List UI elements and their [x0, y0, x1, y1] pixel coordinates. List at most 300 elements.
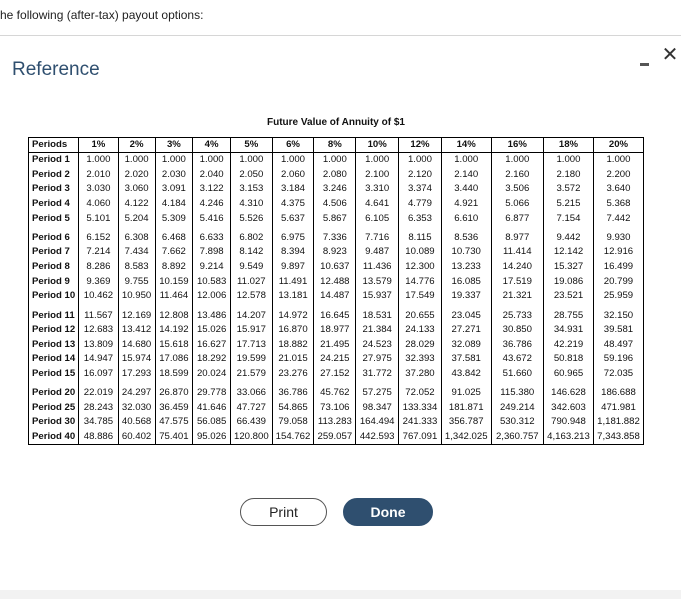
- background-prompt-text: he following (after-tax) payout options:: [0, 8, 204, 22]
- table-cell: 98.347: [356, 400, 399, 415]
- table-cell: 36.786: [491, 337, 543, 352]
- table-cell: 5.526: [230, 211, 272, 226]
- table-cell: 41.646: [193, 400, 231, 415]
- table-cell: 3.060: [118, 182, 155, 197]
- table-cell: 18.599: [155, 367, 193, 382]
- table-cell: 1.000: [155, 153, 193, 168]
- table-cell: 33.066: [230, 381, 272, 400]
- table-cell: 3.246: [314, 182, 356, 197]
- table-cell: 21.384: [356, 323, 399, 338]
- table-cell: 8.394: [272, 245, 314, 260]
- table-cell: 12.488: [314, 274, 356, 289]
- table-row: [29, 337, 644, 352]
- table-cell: 43.842: [441, 367, 491, 382]
- period-label: Period 3: [29, 182, 79, 197]
- table-cell: 19.599: [230, 352, 272, 367]
- table-cell: 11.027: [230, 274, 272, 289]
- table-cell: 12.578: [230, 289, 272, 304]
- table-cell: 4.375: [272, 197, 314, 212]
- table-cell: 13.181: [272, 289, 314, 304]
- table-cell: 27.271: [441, 323, 491, 338]
- table-cell: 16.870: [272, 323, 314, 338]
- table-cell: 4.779: [399, 197, 442, 212]
- table-cell: 1.000: [230, 153, 272, 168]
- table-cell: 4.310: [230, 197, 272, 212]
- table-cell: 12.683: [79, 323, 118, 338]
- reference-table-container: [28, 114, 644, 445]
- table-cell: 3.184: [272, 182, 314, 197]
- table-cell: 48.886: [79, 430, 118, 445]
- table-cell: 5.204: [118, 211, 155, 226]
- table-cell: 8.142: [230, 245, 272, 260]
- table-cell: 6.802: [230, 226, 272, 245]
- table-cell: 8.115: [399, 226, 442, 245]
- table-cell: 12.300: [399, 260, 442, 275]
- table-cell: 8.892: [155, 260, 193, 275]
- table-cell: 3.374: [399, 182, 442, 197]
- table-cell: 3.122: [193, 182, 231, 197]
- period-label: Period 14: [29, 352, 79, 367]
- table-cell: 4.184: [155, 197, 193, 212]
- table-cell: 6.353: [399, 211, 442, 226]
- print-button[interactable]: Print: [240, 498, 327, 526]
- table-cell: 10.462: [79, 289, 118, 304]
- table-cell: 1.000: [356, 153, 399, 168]
- table-cell: 2.080: [314, 167, 356, 182]
- table-cell: 790.948: [544, 415, 594, 430]
- table-cell: 9.487: [356, 245, 399, 260]
- rate-header: 10%: [356, 138, 399, 153]
- table-cell: 5.309: [155, 211, 193, 226]
- table-cell: 51.660: [491, 367, 543, 382]
- minimize-icon[interactable]: [637, 56, 653, 72]
- table-cell: 11.414: [491, 245, 543, 260]
- done-button[interactable]: Done: [343, 498, 433, 526]
- table-cell: 6.308: [118, 226, 155, 245]
- table-cell: 10.583: [193, 274, 231, 289]
- period-label: Period 11: [29, 304, 79, 323]
- table-cell: 13.412: [118, 323, 155, 338]
- table-cell: 10.159: [155, 274, 193, 289]
- table-cell: 20.024: [193, 367, 231, 382]
- future-value-annuity-table: [28, 137, 644, 445]
- period-label: Period 6: [29, 226, 79, 245]
- table-cell: 7.336: [314, 226, 356, 245]
- table-cell: 115.380: [491, 381, 543, 400]
- table-cell: 1.000: [399, 153, 442, 168]
- table-cell: 9.369: [79, 274, 118, 289]
- table-cell: 9.549: [230, 260, 272, 275]
- table-row: [29, 211, 644, 226]
- table-cell: 7.898: [193, 245, 231, 260]
- table-cell: 32.393: [399, 352, 442, 367]
- table-cell: 32.030: [118, 400, 155, 415]
- table-cell: 8.923: [314, 245, 356, 260]
- table-cell: 32.089: [441, 337, 491, 352]
- table-cell: 2.100: [356, 167, 399, 182]
- period-label: Period 40: [29, 430, 79, 445]
- table-cell: 1.000: [544, 153, 594, 168]
- table-cell: 36.786: [272, 381, 314, 400]
- table-row: [29, 381, 644, 400]
- table-cell: 26.870: [155, 381, 193, 400]
- table-cell: 27.152: [314, 367, 356, 382]
- close-icon[interactable]: ✕: [661, 44, 679, 66]
- table-cell: 5.867: [314, 211, 356, 226]
- table-cell: 154.762: [272, 430, 314, 445]
- table-cell: 8.583: [118, 260, 155, 275]
- table-cell: 7.214: [79, 245, 118, 260]
- table-cell: 2.030: [155, 167, 193, 182]
- table-cell: 342.603: [544, 400, 594, 415]
- table-cell: 10.637: [314, 260, 356, 275]
- table-cell: 1.000: [193, 153, 231, 168]
- table-cell: 40.568: [118, 415, 155, 430]
- table-cell: 13.233: [441, 260, 491, 275]
- period-label: Period 7: [29, 245, 79, 260]
- period-label: Period 15: [29, 367, 79, 382]
- table-cell: 6.152: [79, 226, 118, 245]
- table-cell: 11.567: [79, 304, 118, 323]
- table-cell: 4.641: [356, 197, 399, 212]
- table-cell: 3.572: [544, 182, 594, 197]
- table-cell: 767.091: [399, 430, 442, 445]
- table-cell: 13.486: [193, 304, 231, 323]
- table-cell: 3.153: [230, 182, 272, 197]
- table-cell: 9.897: [272, 260, 314, 275]
- table-cell: 9.214: [193, 260, 231, 275]
- table-cell: 4.921: [441, 197, 491, 212]
- table-cell: 146.628: [544, 381, 594, 400]
- period-label: Period 25: [29, 400, 79, 415]
- table-cell: 5.066: [491, 197, 543, 212]
- table-cell: 59.196: [593, 352, 643, 367]
- table-cell: 48.497: [593, 337, 643, 352]
- table-cell: 11.436: [356, 260, 399, 275]
- table-cell: 5.637: [272, 211, 314, 226]
- table-cell: 2.140: [441, 167, 491, 182]
- table-cell: 16.627: [193, 337, 231, 352]
- table-cell: 12.808: [155, 304, 193, 323]
- table-cell: 14.207: [230, 304, 272, 323]
- table-cell: 36.459: [155, 400, 193, 415]
- table-row: [29, 352, 644, 367]
- table-cell: 12.006: [193, 289, 231, 304]
- table-cell: 8.977: [491, 226, 543, 245]
- table-cell: 15.026: [193, 323, 231, 338]
- table-cell: 18.882: [272, 337, 314, 352]
- table-cell: 1,342.025: [441, 430, 491, 445]
- table-cell: 1.000: [491, 153, 543, 168]
- table-cell: 120.800: [230, 430, 272, 445]
- table-cell: 9.755: [118, 274, 155, 289]
- table-cell: 15.917: [230, 323, 272, 338]
- table-cell: 2.200: [593, 167, 643, 182]
- table-cell: 60.965: [544, 367, 594, 382]
- table-cell: 6.610: [441, 211, 491, 226]
- table-cell: 241.333: [399, 415, 442, 430]
- table-cell: 4.122: [118, 197, 155, 212]
- table-cell: 2,360.757: [491, 430, 543, 445]
- table-row: [29, 289, 644, 304]
- table-cell: 21.321: [491, 289, 543, 304]
- table-cell: 14.776: [399, 274, 442, 289]
- table-cell: 28.755: [544, 304, 594, 323]
- modal-divider: [0, 35, 681, 36]
- table-cell: 57.275: [356, 381, 399, 400]
- table-cell: 13.809: [79, 337, 118, 352]
- table-cell: 34.785: [79, 415, 118, 430]
- table-cell: 23.276: [272, 367, 314, 382]
- table-cell: 7,343.858: [593, 430, 643, 445]
- table-cell: 16.499: [593, 260, 643, 275]
- table-cell: 5.101: [79, 211, 118, 226]
- table-cell: 72.035: [593, 367, 643, 382]
- table-cell: 12.142: [544, 245, 594, 260]
- table-cell: 17.713: [230, 337, 272, 352]
- table-cell: 54.865: [272, 400, 314, 415]
- rate-header: 2%: [118, 138, 155, 153]
- rate-header: 4%: [193, 138, 231, 153]
- rate-header: 14%: [441, 138, 491, 153]
- table-row: [29, 182, 644, 197]
- table-cell: 2.010: [79, 167, 118, 182]
- table-cell: 2.020: [118, 167, 155, 182]
- table-cell: 2.050: [230, 167, 272, 182]
- rate-header: 8%: [314, 138, 356, 153]
- table-cell: 2.180: [544, 167, 594, 182]
- table-cell: 2.040: [193, 167, 231, 182]
- table-cell: 37.581: [441, 352, 491, 367]
- table-cell: 20.655: [399, 304, 442, 323]
- period-label: Period 12: [29, 323, 79, 338]
- table-cell: 5.368: [593, 197, 643, 212]
- table-cell: 21.579: [230, 367, 272, 382]
- table-header-row: [29, 138, 644, 153]
- table-cell: 32.150: [593, 304, 643, 323]
- table-cell: 8.536: [441, 226, 491, 245]
- table-cell: 34.931: [544, 323, 594, 338]
- table-cell: 16.085: [441, 274, 491, 289]
- table-row: [29, 415, 644, 430]
- table-cell: 20.799: [593, 274, 643, 289]
- table-cell: 7.154: [544, 211, 594, 226]
- rate-header: 6%: [272, 138, 314, 153]
- table-cell: 50.818: [544, 352, 594, 367]
- table-cell: 7.662: [155, 245, 193, 260]
- period-label: Period 13: [29, 337, 79, 352]
- table-row: [29, 430, 644, 445]
- table-cell: 28.243: [79, 400, 118, 415]
- table-cell: 23.521: [544, 289, 594, 304]
- table-cell: 14.192: [155, 323, 193, 338]
- table-cell: 31.772: [356, 367, 399, 382]
- table-row: [29, 323, 644, 338]
- table-cell: 4.506: [314, 197, 356, 212]
- table-cell: 11.464: [155, 289, 193, 304]
- period-label: Period 5: [29, 211, 79, 226]
- bottom-bar: [0, 590, 681, 599]
- table-title: Future Value of Annuity of $1: [267, 117, 405, 128]
- table-cell: 18.292: [193, 352, 231, 367]
- table-cell: 1.000: [79, 153, 118, 168]
- table-cell: 3.506: [491, 182, 543, 197]
- table-cell: 25.733: [491, 304, 543, 323]
- table-cell: 1.000: [314, 153, 356, 168]
- table-cell: 6.975: [272, 226, 314, 245]
- table-cell: 30.850: [491, 323, 543, 338]
- table-row: [29, 304, 644, 323]
- table-cell: 3.030: [79, 182, 118, 197]
- table-cell: 9.930: [593, 226, 643, 245]
- table-cell: 22.019: [79, 381, 118, 400]
- table-row: [29, 197, 644, 212]
- table-cell: 8.286: [79, 260, 118, 275]
- rate-header: 18%: [544, 138, 594, 153]
- table-cell: 72.052: [399, 381, 442, 400]
- table-cell: 1.000: [593, 153, 643, 168]
- table-cell: 186.688: [593, 381, 643, 400]
- table-cell: 25.959: [593, 289, 643, 304]
- table-cell: 21.015: [272, 352, 314, 367]
- table-cell: 39.581: [593, 323, 643, 338]
- table-cell: 24.133: [399, 323, 442, 338]
- period-label: Period 20: [29, 381, 79, 400]
- table-cell: 15.974: [118, 352, 155, 367]
- table-cell: 1.000: [118, 153, 155, 168]
- table-cell: 45.762: [314, 381, 356, 400]
- table-cell: 60.402: [118, 430, 155, 445]
- period-label: Period 1: [29, 153, 79, 168]
- table-cell: 164.494: [356, 415, 399, 430]
- table-cell: 249.214: [491, 400, 543, 415]
- table-cell: 5.215: [544, 197, 594, 212]
- table-row: [29, 274, 644, 289]
- table-cell: 17.293: [118, 367, 155, 382]
- table-row: [29, 167, 644, 182]
- table-cell: 14.487: [314, 289, 356, 304]
- table-cell: 1.000: [441, 153, 491, 168]
- table-row: [29, 400, 644, 415]
- table-row: [29, 245, 644, 260]
- period-label: Period 9: [29, 274, 79, 289]
- period-label: Period 30: [29, 415, 79, 430]
- rate-header: 20%: [593, 138, 643, 153]
- table-cell: 3.310: [356, 182, 399, 197]
- table-cell: 47.575: [155, 415, 193, 430]
- rate-header: 12%: [399, 138, 442, 153]
- table-cell: 259.057: [314, 430, 356, 445]
- table-cell: 13.579: [356, 274, 399, 289]
- period-label: Period 2: [29, 167, 79, 182]
- table-cell: 91.025: [441, 381, 491, 400]
- table-cell: 15.618: [155, 337, 193, 352]
- table-cell: 10.950: [118, 289, 155, 304]
- table-cell: 6.105: [356, 211, 399, 226]
- table-cell: 28.029: [399, 337, 442, 352]
- table-cell: 12.916: [593, 245, 643, 260]
- table-cell: 16.645: [314, 304, 356, 323]
- table-cell: 73.106: [314, 400, 356, 415]
- table-cell: 6.877: [491, 211, 543, 226]
- table-cell: 442.593: [356, 430, 399, 445]
- table-cell: 181.871: [441, 400, 491, 415]
- rate-header: 1%: [79, 138, 118, 153]
- table-cell: 7.716: [356, 226, 399, 245]
- table-cell: 15.327: [544, 260, 594, 275]
- table-cell: 5.416: [193, 211, 231, 226]
- table-cell: 3.440: [441, 182, 491, 197]
- table-row: [29, 260, 644, 275]
- table-cell: 1.000: [272, 153, 314, 168]
- table-cell: 18.531: [356, 304, 399, 323]
- table-cell: 2.160: [491, 167, 543, 182]
- table-cell: 2.120: [399, 167, 442, 182]
- table-cell: 471.981: [593, 400, 643, 415]
- table-cell: 29.778: [193, 381, 231, 400]
- table-row: [29, 153, 644, 168]
- period-label: Period 8: [29, 260, 79, 275]
- table-cell: 12.169: [118, 304, 155, 323]
- table-cell: 15.937: [356, 289, 399, 304]
- table-cell: 2.060: [272, 167, 314, 182]
- table-cell: 42.219: [544, 337, 594, 352]
- table-cell: 14.240: [491, 260, 543, 275]
- modal-title: Reference: [12, 59, 100, 80]
- table-cell: 14.972: [272, 304, 314, 323]
- table-cell: 9.442: [544, 226, 594, 245]
- rate-header: 16%: [491, 138, 543, 153]
- table-cell: 24.215: [314, 352, 356, 367]
- table-cell: 19.337: [441, 289, 491, 304]
- table-cell: 4,163.213: [544, 430, 594, 445]
- table-cell: 95.026: [193, 430, 231, 445]
- table-cell: 19.086: [544, 274, 594, 289]
- table-cell: 1,181.882: [593, 415, 643, 430]
- table-cell: 6.468: [155, 226, 193, 245]
- table-cell: 4.060: [79, 197, 118, 212]
- table-cell: 530.312: [491, 415, 543, 430]
- table-cell: 133.334: [399, 400, 442, 415]
- table-cell: 37.280: [399, 367, 442, 382]
- table-cell: 14.680: [118, 337, 155, 352]
- table-cell: 75.401: [155, 430, 193, 445]
- table-cell: 18.977: [314, 323, 356, 338]
- table-cell: 17.549: [399, 289, 442, 304]
- table-cell: 47.727: [230, 400, 272, 415]
- table-row: [29, 226, 644, 245]
- table-cell: 17.086: [155, 352, 193, 367]
- table-cell: 113.283: [314, 415, 356, 430]
- table-cell: 14.947: [79, 352, 118, 367]
- table-cell: 3.091: [155, 182, 193, 197]
- table-cell: 24.523: [356, 337, 399, 352]
- table-cell: 6.633: [193, 226, 231, 245]
- table-cell: 27.975: [356, 352, 399, 367]
- table-cell: 10.730: [441, 245, 491, 260]
- table-cell: 11.491: [272, 274, 314, 289]
- table-cell: 21.495: [314, 337, 356, 352]
- table-cell: 24.297: [118, 381, 155, 400]
- table-cell: 7.434: [118, 245, 155, 260]
- table-cell: 43.672: [491, 352, 543, 367]
- table-cell: 79.058: [272, 415, 314, 430]
- table-row: [29, 367, 644, 382]
- table-cell: 3.640: [593, 182, 643, 197]
- rate-header: 5%: [230, 138, 272, 153]
- table-cell: 4.246: [193, 197, 231, 212]
- periods-header: Periods: [29, 138, 79, 153]
